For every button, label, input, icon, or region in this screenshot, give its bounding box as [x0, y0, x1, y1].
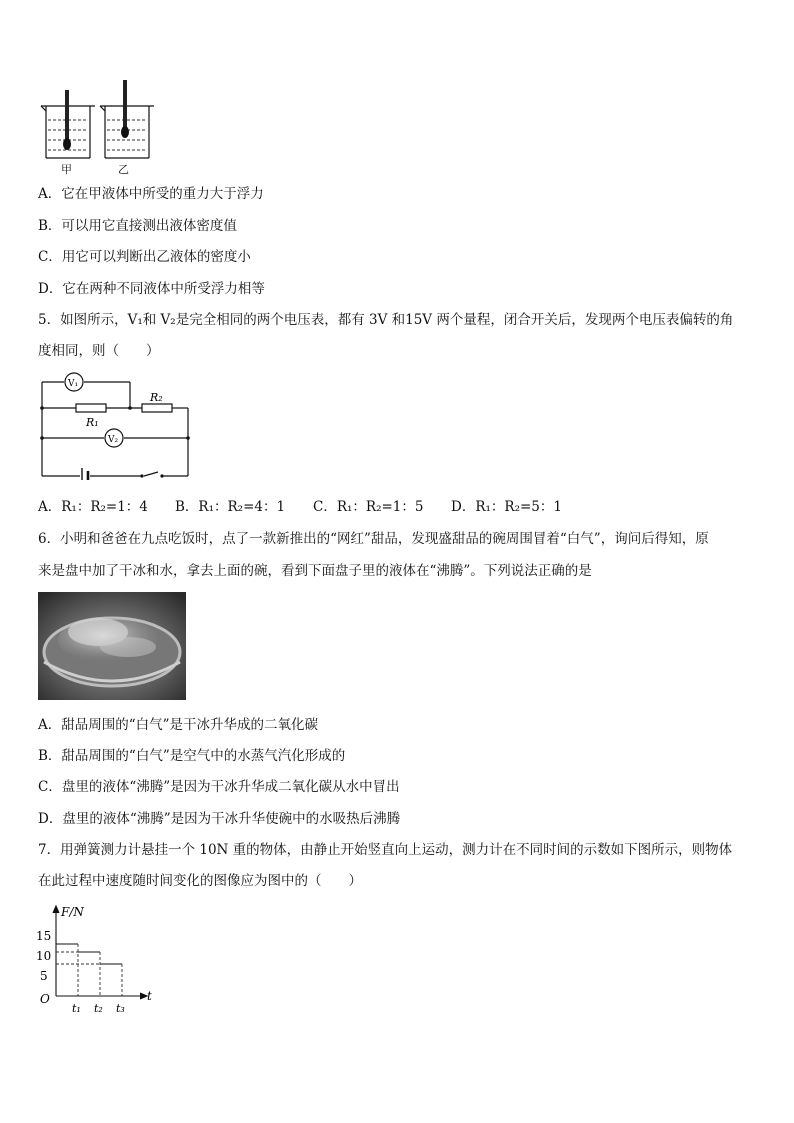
q4-option-b: B．可以用它直接测出液体密度值 — [38, 218, 237, 234]
resistor-r2 — [142, 404, 172, 412]
q7-stem-line1: 7．用弹簧测力计悬挂一个 10N 重的物体，由静止开始竖直向上运动，测力计在不同时间的示数如下图所示，则物体 — [38, 842, 733, 858]
q5-option-b: B．R₁：R₂=4：1 — [175, 499, 286, 515]
beaker-jia — [41, 90, 95, 158]
q5-stem-line1: 5．如图所示，V₁和 V₂是完全相同的两个电压表，都有 3V 和15V 两个量程，闭合开关后，发现两个电压表偏转的角 — [38, 312, 734, 328]
label-v1: V₁ — [68, 379, 79, 389]
graph-origin-label: O — [40, 992, 50, 1006]
q4-option-a: A．它在甲液体中所受的重力大于浮力 — [38, 186, 264, 202]
q6-option-b: B．甜品周围的“白气”是空气中的水蒸气汽化形成的 — [38, 748, 346, 764]
beaker-yi — [100, 80, 154, 158]
graph-y-label: F/N — [61, 905, 84, 919]
q5-stem-line2: 度相同，则（ ） — [38, 343, 160, 359]
q6-option-d: D．盘里的液体“沸腾”是因为干冰升华使碗中的水吸热后沸腾 — [38, 811, 401, 827]
graph-x-tick-t2: t₂ — [94, 1002, 103, 1015]
graph-y-tick-5: 5 — [40, 969, 48, 983]
graph-x-tick-t3: t₃ — [116, 1002, 125, 1015]
graph-x-tick-t1: t₁ — [72, 1002, 81, 1015]
beaker-figure — [38, 78, 158, 178]
label-v2: V₂ — [108, 435, 119, 445]
graph-y-tick-10: 10 — [36, 949, 52, 963]
label-r1: R₁ — [86, 416, 99, 429]
resistor-r1 — [76, 404, 106, 412]
q6-stem-line1: 6．小明和爸爸在九点吃饭时，点了一款新推出的“网红”甜品，发现盛甜品的碗周围冒着“白气”，询问后得知，原 — [38, 531, 709, 547]
dessert-photo — [38, 592, 186, 700]
q6-stem-line2: 来是盘中加了干冰和水，拿去上面的碗，看到下面盘子里的液体在“沸腾”。下列说法正确的是 — [38, 563, 592, 579]
graph-x-label: t — [147, 989, 152, 1003]
beaker-label-jia: 甲 — [61, 163, 72, 176]
q7-stem-line2: 在此过程中速度随时间变化的图像应为图中的（ ） — [38, 873, 362, 889]
q5-option-a: A．R₁：R₂=1：4 — [38, 499, 148, 515]
q4-option-c: C．用它可以判断出乙液体的密度小 — [38, 249, 251, 265]
beaker-label-yi: 乙 — [118, 163, 129, 176]
q6-option-c: C．盘里的液体“沸腾”是因为干冰升华成二氧化碳从水中冒出 — [38, 779, 400, 795]
graph-y-tick-15: 15 — [36, 929, 52, 943]
label-r2: R₂ — [150, 391, 163, 404]
circuit-diagram — [36, 370, 196, 480]
force-time-graph — [34, 900, 164, 1018]
q5-option-c: C．R₁：R₂=1：5 — [313, 499, 424, 515]
q6-option-a: A．甜品周围的“白气”是干冰升华成的二氧化碳 — [38, 717, 319, 733]
q5-option-d: D．R₁：R₂=5：1 — [451, 499, 562, 515]
q4-option-d: D．它在两种不同液体中所受浮力相等 — [38, 281, 265, 297]
